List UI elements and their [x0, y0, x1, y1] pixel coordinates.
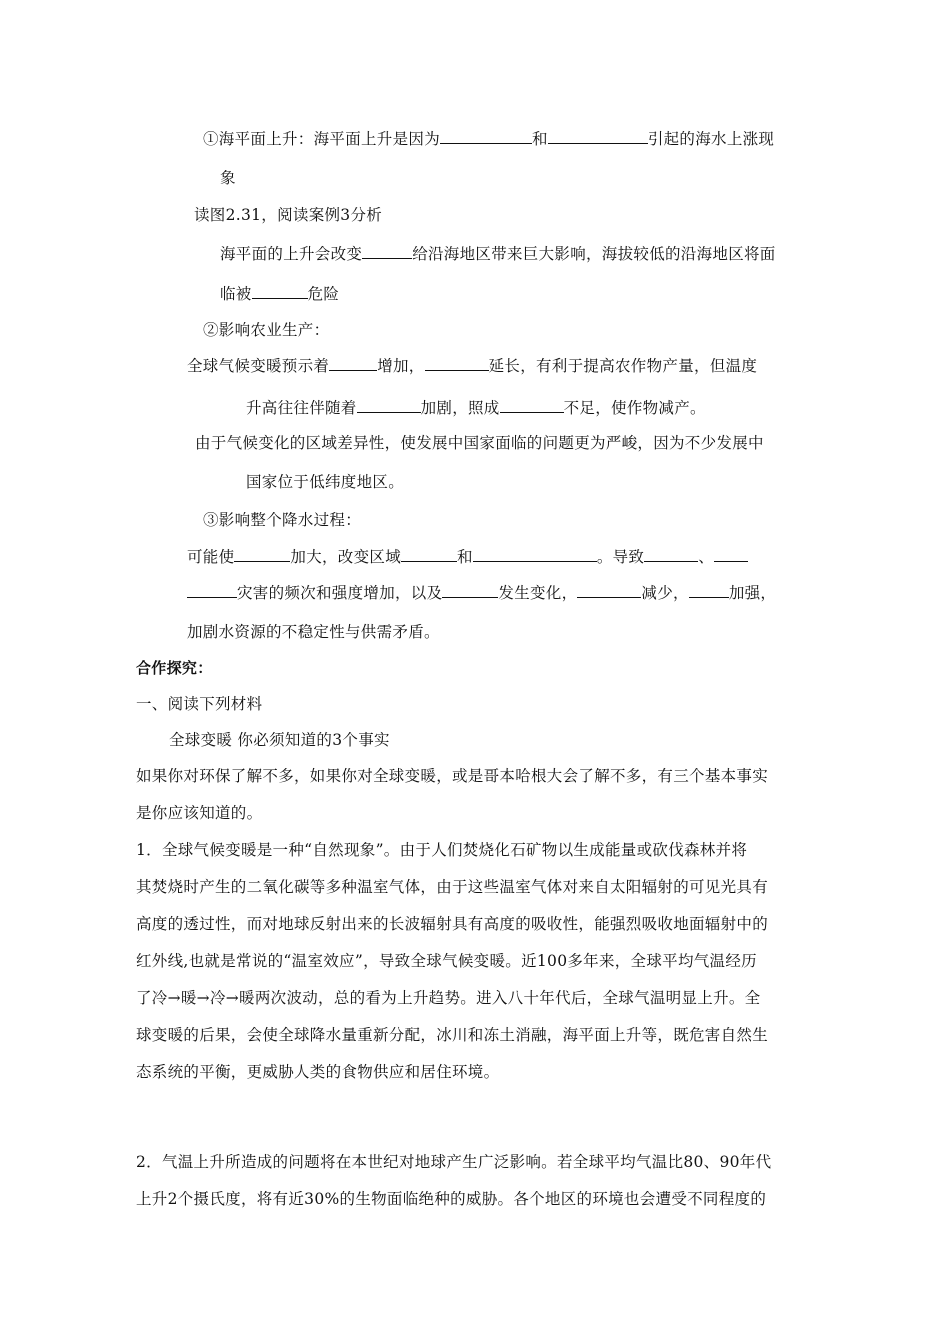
- text-segment: 不足，使作物减产。: [563, 399, 706, 417]
- text-segment: 海平面的上升会改变: [220, 245, 363, 263]
- text-segment: 2．气温上升所造成的问题将在本世纪对地球产生广泛影响。若全球平均气温比80、90年代: [136, 1153, 772, 1171]
- precipitation-line: [187, 546, 748, 567]
- paragraph-1-line-3: [136, 914, 768, 934]
- read-figure-line: [194, 205, 382, 225]
- text-segment: 1．全球气候变暖是一种“自然现象”。由于人们焚烧化石矿物以生成能量或砍伐森林并将: [136, 841, 748, 859]
- fill-blank[interactable]: [362, 243, 412, 259]
- fill-blank[interactable]: [401, 546, 457, 562]
- text-segment: 加剧，照成: [420, 399, 500, 417]
- text-segment: 和: [457, 548, 473, 566]
- developing-line: [195, 433, 764, 453]
- paragraph-1-line-2: [136, 877, 768, 897]
- fill-blank[interactable]: [442, 582, 498, 598]
- fill-blank[interactable]: [252, 283, 308, 299]
- fill-blank[interactable]: [689, 582, 729, 598]
- text-segment: 态系统的平衡，更威胁人类的食物供应和居住环境。: [136, 1063, 500, 1081]
- text-segment: 。导致: [596, 548, 645, 566]
- fill-blank[interactable]: [187, 582, 237, 598]
- text-segment: 全球气候变暖预示着: [187, 357, 330, 375]
- text-segment: ②影响农业生产：: [203, 321, 330, 339]
- text-segment: 延长，有利于提高农作物产量，但温度: [488, 357, 758, 375]
- text-segment: 其焚烧时产生的二氧化碳等多种温室气体，由于这些温室气体对来自太阳辐射的可见光具有: [136, 878, 769, 896]
- fill-blank[interactable]: [500, 397, 564, 413]
- text-segment: 加大，改变区域: [290, 548, 402, 566]
- text-segment: 给沿海地区带来巨大影响，海拔较低的沿海地区将面: [412, 245, 776, 263]
- precipitation-line-end: [187, 622, 440, 642]
- fill-blank[interactable]: [425, 355, 489, 371]
- text-segment: 全球变暖 你必须知道的3个事实: [169, 731, 390, 749]
- text-segment: 减少，: [641, 584, 689, 602]
- fill-blank[interactable]: [234, 546, 290, 562]
- text-segment: 合作探究：: [136, 659, 213, 677]
- text-segment: 加强，: [728, 584, 777, 602]
- text-segment: 、: [698, 548, 715, 566]
- text-segment: 临被: [220, 285, 252, 303]
- text-segment: 加剧水资源的不稳定性与供需矛盾。: [187, 623, 440, 641]
- paragraph-2-line-2: [136, 1189, 766, 1209]
- paragraph-1-line-4: [136, 951, 757, 971]
- text-segment: 升高往往伴随着: [246, 399, 357, 417]
- text-segment: 由于气候变化的区域差异性，使发展中国家面临的问题更为严峻，因为不少发展中: [195, 434, 764, 452]
- fill-blank[interactable]: [473, 546, 597, 562]
- paragraph-1-line-6: [136, 1025, 768, 1045]
- text-segment: 高度的透过性，而对地球反射出来的长波辐射具有高度的吸收性，能强烈吸收地面辐射中的: [136, 915, 769, 933]
- agriculture-title: [203, 320, 329, 340]
- text-segment: 和: [532, 130, 548, 148]
- sea-level-line-cont: [220, 168, 236, 188]
- precipitation-line-cont: [187, 582, 776, 603]
- fill-blank[interactable]: [577, 582, 641, 598]
- fill-blank[interactable]: [714, 546, 748, 562]
- text-segment: 发生变化，: [498, 584, 578, 602]
- fill-blank[interactable]: [440, 128, 532, 144]
- paragraph-1-line-1: [136, 840, 747, 860]
- text-segment: ①海平面上升：海平面上升是因为: [203, 130, 441, 148]
- agriculture-line: [187, 355, 757, 376]
- text-segment: 增加，: [377, 357, 425, 375]
- fill-blank[interactable]: [644, 546, 698, 562]
- text-segment: 引起的海水上涨现: [647, 130, 775, 148]
- intro-line-1: [136, 766, 768, 786]
- text-segment: 读图2.31，阅读案例3分析: [194, 206, 383, 224]
- material-title: [169, 730, 390, 750]
- text-segment: 球变暖的后果，会使全球降水量重新分配，冰川和冻土消融，海平面上升等，既危害自然生: [136, 1026, 769, 1044]
- text-segment: 象: [220, 169, 236, 187]
- paragraph-2-line-1: [136, 1152, 771, 1172]
- text-segment: 危险: [307, 285, 340, 303]
- developing-line-cont: [246, 472, 404, 492]
- text-segment: 可能使: [187, 548, 235, 566]
- paragraph-1-line-5: [136, 988, 760, 1008]
- text-segment: 上升2个摄氏度，将有近30%的生物面临绝种的威胁。各个地区的环境也会遭受不同程度的: [136, 1190, 767, 1208]
- fill-blank[interactable]: [548, 128, 648, 144]
- sea-change-line: [220, 243, 776, 264]
- cooperative-inquiry-heading: [136, 658, 213, 678]
- text-segment: 国家位于低纬度地区。: [246, 473, 405, 491]
- text-segment: 了冷→暖→冷→暖两次波动，总的看为上升趋势。进入八十年代后，全球气温明显上升。全: [136, 989, 761, 1007]
- text-segment: 是你应该知道的。: [136, 804, 263, 822]
- fill-blank[interactable]: [329, 355, 377, 371]
- section-one-heading: [136, 694, 262, 714]
- paragraph-1-line-7: [136, 1062, 499, 1082]
- fill-blank[interactable]: [357, 397, 421, 413]
- text-segment: 一、阅读下列材料: [136, 695, 263, 713]
- intro-line-2: [136, 803, 262, 823]
- sea-level-line: [203, 128, 774, 149]
- sea-change-line-cont: [220, 283, 339, 304]
- text-segment: ③影响整个降水过程：: [203, 511, 362, 529]
- text-segment: 灾害的频次和强度增加，以及: [237, 584, 443, 602]
- text-segment: 红外线,也就是常说的“温室效应”，导致全球气候变暖。近100多年来，全球平均气温经历: [136, 952, 757, 970]
- precipitation-title: [203, 510, 361, 530]
- text-segment: 如果你对环保了解不多，如果你对全球变暖，或是哥本哈根大会了解不多，有三个基本事实: [136, 767, 769, 785]
- agriculture-line-cont: [246, 397, 706, 418]
